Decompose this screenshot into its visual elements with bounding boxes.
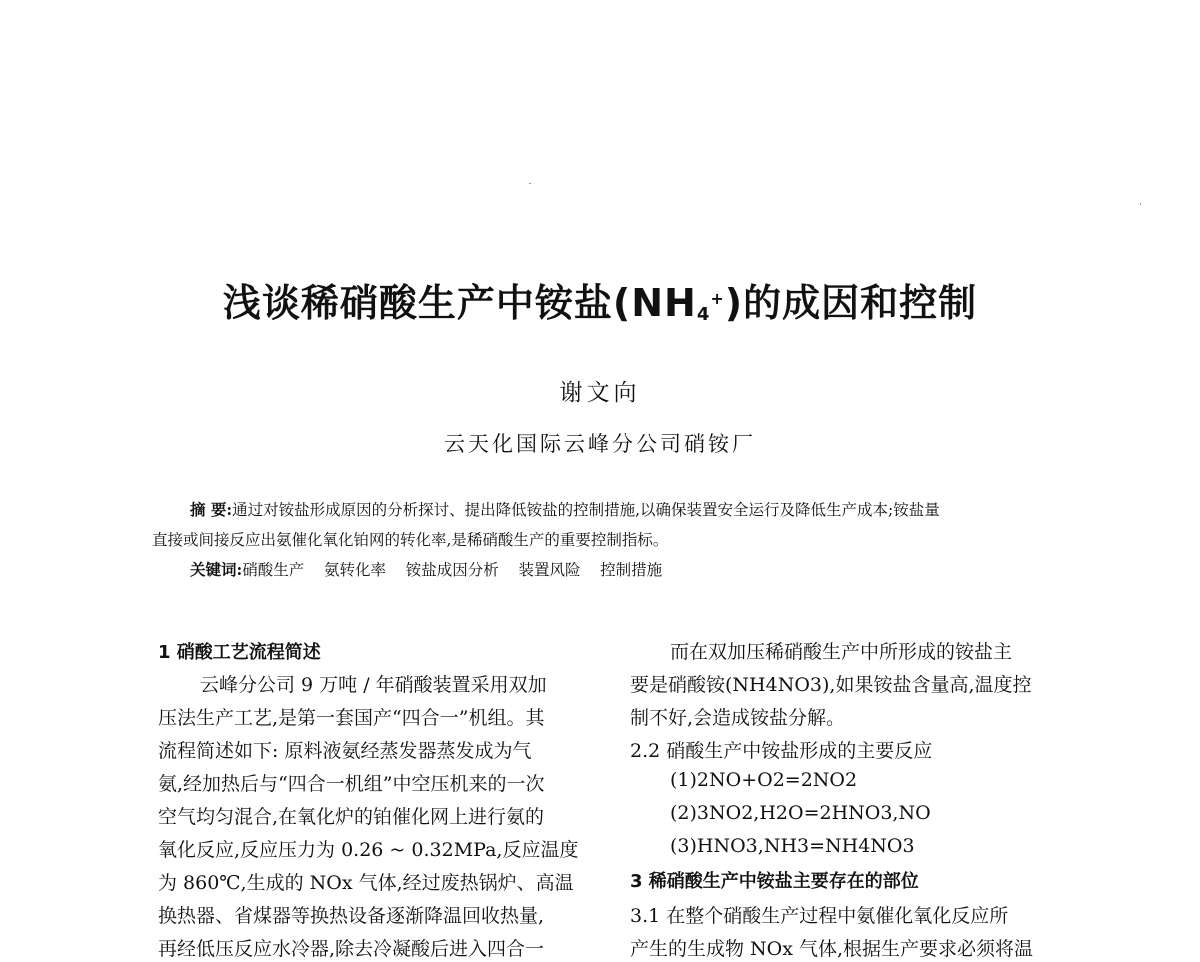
left-line-3: 流程简述如下: 原料液氨经蒸发器蒸发成为气 bbox=[158, 740, 532, 762]
keywords-label: 关键词: bbox=[190, 560, 243, 579]
right-para-line-1: 而在双加压稀硝酸生产中所形成的铵盐主 bbox=[670, 641, 1013, 663]
scan-speck bbox=[1140, 203, 1141, 205]
keyword-5: 控制措施 bbox=[600, 561, 663, 579]
abstract-line-1 bbox=[190, 498, 940, 520]
title-prefix: 浅谈稀硝酸生产中铵盐( bbox=[222, 281, 632, 325]
right-para-line-2: 要是硝酸铵(NH4NO3),如果铵盐含量高,温度控 bbox=[630, 674, 1032, 696]
keyword-3: 铵盐成因分析 bbox=[405, 561, 499, 579]
title-formula: NH bbox=[631, 281, 697, 325]
left-line-8: 换热器、省煤器等换热设备逐渐降温回收热量, bbox=[158, 905, 545, 927]
left-line-7: 为 860℃,生成的 NOx 气体,经过废热锅炉、高温 bbox=[158, 872, 574, 894]
right-para-line-3: 制不好,会造成铵盐分解。 bbox=[630, 707, 846, 729]
paper-title bbox=[0, 272, 1200, 327]
left-line-6: 氧化反应,反应压力为 0.26 ~ 0.32MPa,反应温度 bbox=[158, 839, 579, 861]
section-1-heading: 1 硝酸工艺流程简述 bbox=[158, 642, 321, 663]
author: 谢文向 bbox=[559, 380, 641, 406]
keywords-line bbox=[190, 558, 662, 580]
reaction-1: (1)2NO+O2=2NO2 bbox=[670, 769, 858, 791]
left-line-1: 云峰分公司 9 万吨 / 年硝酸装置采用双加 bbox=[200, 674, 547, 696]
abstract-label: 摘 要: bbox=[190, 500, 233, 519]
left-line-9: 再经低压反应水冷器,除去冷凝酸后进入四合一 bbox=[158, 938, 545, 960]
reaction-3: (3)HNO3,NH3=NH4NO3 bbox=[670, 835, 915, 857]
scan-speck bbox=[529, 183, 531, 184]
left-line-5: 空气均匀混合,在氧化炉的铂催化网上进行氨的 bbox=[158, 806, 545, 828]
right-para31-line-2: 产生的生成物 NOx 气体,根据生产要求必须将温 bbox=[630, 938, 1034, 960]
left-line-2: 压法生产工艺,是第一套国产“四合一”机组。其 bbox=[158, 707, 545, 729]
left-line-4: 氨,经加热后与“四合一机组”中空压机来的一次 bbox=[158, 773, 545, 795]
keyword-2: 氨转化率 bbox=[323, 561, 386, 579]
keyword-1: 硝酸生产 bbox=[242, 561, 305, 579]
abstract-line-2: 直接或间接反应出氨催化氧化铂网的转化率,是稀硝酸生产的重要控制指标。 bbox=[152, 531, 669, 549]
section-2-2-heading: 2.2 硝酸生产中铵盐形成的主要反应 bbox=[630, 740, 933, 762]
title-superscript: + bbox=[710, 289, 725, 308]
keyword-4: 装置风险 bbox=[518, 561, 581, 579]
title-subscript: 4 bbox=[696, 304, 711, 325]
abstract-text-1: 通过对铵盐形成原因的分析探讨、提出降低铵盐的控制措施,以确保装置安全运行及降低生产成本;铵盐量 bbox=[232, 501, 940, 519]
title-suffix: )的成因和控制 bbox=[724, 281, 978, 325]
section-3-heading: 3 稀硝酸生产中铵盐主要存在的部位 bbox=[630, 871, 919, 892]
affiliation: 云天化国际云峰分公司硝铵厂 bbox=[444, 432, 756, 456]
reaction-2: (2)3NO2,H2O=2HNO3,NO bbox=[670, 802, 931, 824]
right-para31-line-1: 3.1 在整个硝酸生产过程中氨催化氧化反应所 bbox=[630, 905, 1009, 927]
